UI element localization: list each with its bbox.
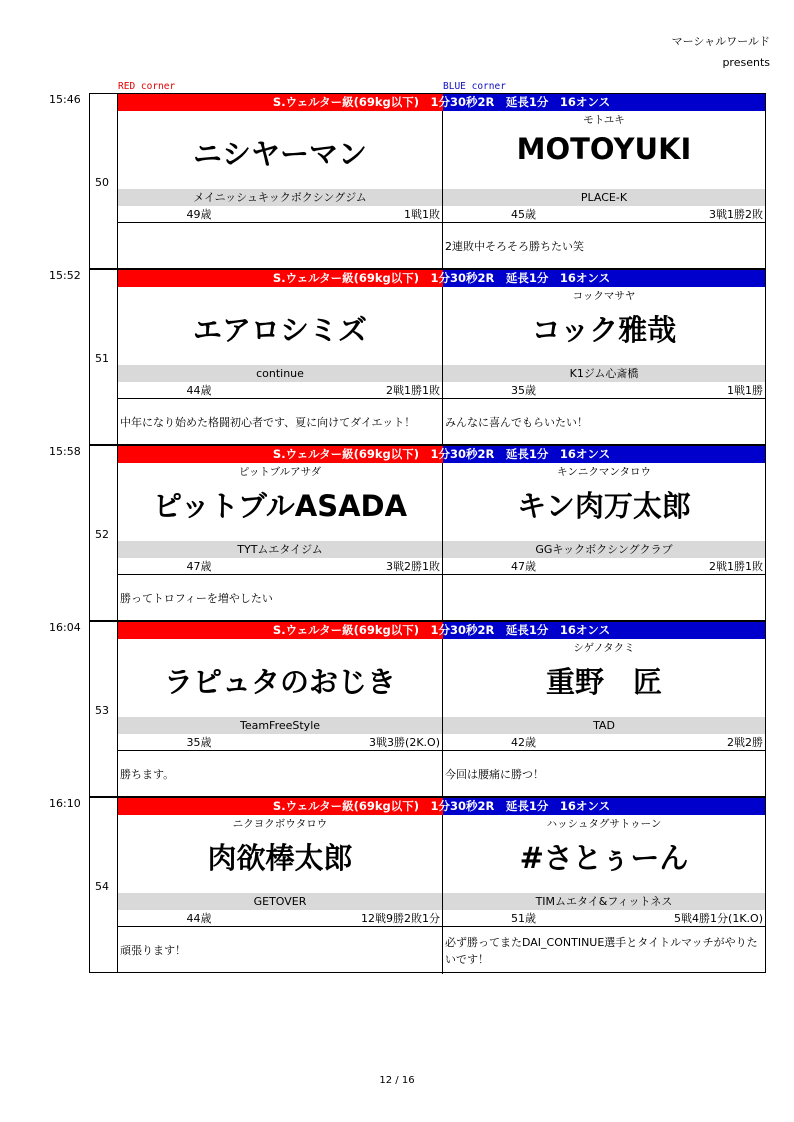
blue-fighter-record: 2戦1勝1敗 [709,560,763,573]
blue-fighter [443,815,765,974]
red-fighter-age: 44歳 [186,912,212,925]
blue-fighter-stats [443,558,765,575]
red-fighter-kana: ニクヨクボウタロウ [232,818,328,830]
red-fighter-name: エアロシミズ [192,313,367,347]
blue-fighter-stats [443,206,765,223]
blue-fighter-stats [443,382,765,399]
bout-box [89,445,766,621]
blue-fighter-kana: シゲノタクミ [573,642,635,654]
red-fighter-record: 2戦1勝1敗 [386,384,440,397]
red-fighter [118,463,443,622]
red-fighter-name: ラピュタのおじき [163,665,396,699]
red-fighter-gym: continue [118,365,442,382]
blue-fighter-gym: GGキックボクシングクラブ [443,541,765,558]
organizer-name: マーシャルワールド [671,35,770,48]
bout-number-column [90,94,118,268]
blue-fighter-record: 3戦1勝2敗 [709,208,763,221]
blue-fighter-age: 35歳 [511,384,536,397]
blue-fighter-gym: K1ジム心斎橋 [443,365,765,382]
red-fighter [118,639,443,798]
red-fighter-stats [118,910,442,927]
blue-fighter-name: キン肉万太郎 [517,489,691,523]
bout-number: 53 [95,704,109,717]
blue-fighter-gym: PLACE-K [443,189,765,206]
blue-fighter-record: 2戦2勝 [727,736,763,749]
blue-fighter-age: 47歳 [511,560,536,573]
bout-time: 16:10 [49,797,81,810]
red-fighter-stats [118,382,442,399]
bout-card [0,621,794,798]
blue-fighter-kana: モトユキ [583,114,625,126]
red-fighter-age: 49歳 [186,208,212,221]
red-fighter-gym: TYTムエタイジム [118,541,442,558]
bout-number-column [90,622,118,796]
bout-condition-bar [118,798,765,815]
blue-fighter-kana: ハッシュタグサトゥーン [546,818,662,830]
bout-condition-bar [118,446,765,463]
red-fighter [118,287,443,446]
bout-condition: S.ウェルター級(69kg以下) 1分30秒2R 延長1分 16オンス [272,799,611,813]
page-number: 12 / 16 [379,1075,415,1086]
blue-fighter-comment [443,576,765,621]
red-fighter-stats [118,734,442,751]
red-fighter-name: ニシヤーマン [192,137,367,171]
blue-fighter-comment: 必ず勝ってまたDAI_CONTINUE選手とタイトルマッチがやりたいです！ [445,935,758,966]
blue-fighter-name: MOTOYUKI [516,132,692,166]
bout-number-column [90,270,118,444]
red-fighter-stats [118,206,442,223]
bout-box [89,269,766,445]
blue-fighter [443,287,765,446]
bout-number: 52 [95,528,109,541]
blue-corner-label: BLUE corner [443,81,506,92]
red-fighter-age: 44歳 [186,384,212,397]
blue-fighter-stats [443,734,765,751]
bout-time: 15:46 [49,93,81,106]
red-fighter [118,111,443,270]
blue-fighter-name: コック雅哉 [531,313,677,347]
blue-fighter-name: #さとぅーん [519,841,689,875]
red-fighter-comment: 頑張ります！ [120,944,186,957]
blue-fighter-record: 1戦1勝 [727,384,763,397]
presents-label: presents [722,56,770,69]
bout-box [89,621,766,797]
bout-condition-bar [118,622,765,639]
blue-fighter-stats [443,910,765,927]
red-fighter-name: 肉欲棒太郎 [207,841,353,875]
red-fighter-comment: 勝ってトロフィーを増やしたい [120,592,273,605]
blue-fighter-name: 重野 匠 [545,665,662,699]
red-fighter-record: 1戦1敗 [404,208,440,221]
bout-box [89,93,766,269]
red-fighter-record: 12戦9勝2敗1分 [361,912,440,925]
bout-number-column [90,446,118,620]
red-fighter-name: ピットブルASADA [152,489,408,523]
red-fighter-kana: ピットブルアサダ [238,466,322,478]
bout-condition: S.ウェルター級(69kg以下) 1分30秒2R 延長1分 16オンス [272,447,611,461]
blue-fighter-comment: みんなに喜んでもらいたい！ [445,416,588,429]
red-fighter-age: 35歳 [186,736,212,749]
bout-condition-bar [118,94,765,111]
bout-time: 16:04 [49,621,81,634]
blue-fighter-kana: コックマサヤ [572,290,636,302]
red-fighter-gym: GETOVER [118,893,442,910]
bout-number-column [90,798,118,972]
blue-fighter-age: 45歳 [511,208,536,221]
bout-number: 50 [95,176,109,189]
bout-card [0,445,794,622]
bout-condition: S.ウェルター級(69kg以下) 1分30秒2R 延長1分 16オンス [272,95,611,109]
red-fighter-record: 3戦2勝1敗 [386,560,440,573]
blue-fighter-gym: TAD [443,717,765,734]
blue-fighter-comment: 今回は腰痛に勝つ！ [445,768,544,781]
blue-fighter-record: 5戦4勝1分(1K.O) [674,912,763,925]
bout-condition: S.ウェルター級(69kg以下) 1分30秒2R 延長1分 16オンス [272,623,611,637]
bout-condition-bar [118,270,765,287]
bout-card [0,93,794,270]
blue-fighter-gym: TIMムエタイ&フィットネス [443,893,765,910]
blue-fighter [443,639,765,798]
blue-fighter-kana: キンニクマンタロウ [557,466,651,478]
blue-fighter [443,111,765,270]
bout-condition: S.ウェルター級(69kg以下) 1分30秒2R 延長1分 16オンス [272,271,611,285]
bout-card [0,797,794,974]
blue-fighter-age: 42歳 [511,736,536,749]
red-fighter-comment [118,224,442,269]
red-fighter-gym: TeamFreeStyle [118,717,442,734]
red-fighter-record: 3戦3勝(2K.O) [369,736,440,749]
red-fighter-comment: 勝ちます。 [120,768,175,781]
red-fighter-comment: 中年になり始めた格闘初心者です、夏に向けてダイエット！ [120,416,416,429]
bout-box [89,797,766,973]
blue-fighter-comment: 2連敗中そろそろ勝ちたい笑 [445,240,584,253]
red-fighter-stats [118,558,442,575]
blue-fighter-age: 51歳 [511,912,536,925]
blue-fighter [443,463,765,622]
bout-time: 15:58 [49,445,81,458]
red-fighter-gym: メイニッシュキックボクシングジム [118,189,442,206]
bout-time: 15:52 [49,269,81,282]
red-fighter-age: 47歳 [186,560,212,573]
bout-number: 51 [95,352,109,365]
bout-number: 54 [95,880,109,893]
red-corner-label: RED corner [118,81,176,92]
bout-card [0,269,794,446]
red-fighter [118,815,443,974]
